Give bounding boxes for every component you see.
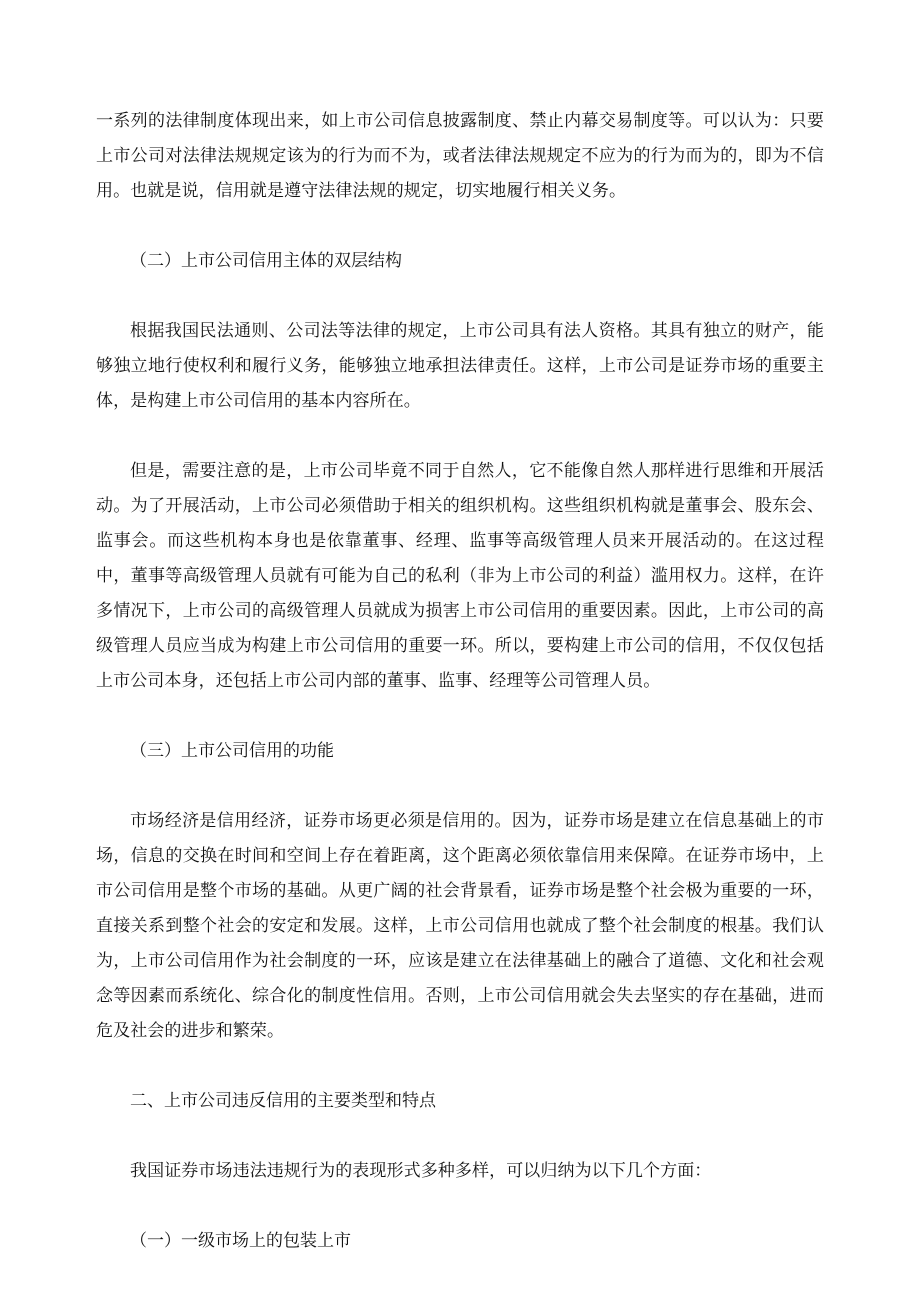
paragraph-gap <box>96 1189 824 1224</box>
paragraph-3: 但是，需要注意的是，上市公司毕竟不同于自然人，它不能像自然人那样进行思维和开展活动。为了开展活动，上市公司必须借助于相关的组织机构。这些组织机构就是董事会、股东会、监事会。而这些机构本身也是依靠董事、经理、监事等高级管理人员来开展活动的。在这过程中，董事等高级管理人员就有可能为自己的私利（非为上市公司的利益）滥用权力。这样，在许多情况下，上市公司的高级管理人员就成为损害上市公司信用的重要因素。因此，上市公司的高级管理人员应当成为构建上市公司信用的重要一环。所以，要构建上市公司的信用，不仅仅包括上市公司本身，还包括上市公司内部的董事、监事、经理等公司管理人员。 <box>96 461 824 691</box>
paragraph-2: 根据我国民法通则、公司法等法律的规定，上市公司具有法人资格。其具有独立的财产，能够独立地行使权利和履行义务，能够独立地承担法律责任。这样，上市公司是证券市场的重要主体，是构建上市公司信用的基本内容所在。 <box>96 321 824 411</box>
paragraph-gap <box>96 1049 824 1084</box>
paragraph-5: 我国证券市场违法违规行为的表现形式多种多样，可以归纳为以下几个方面： <box>130 1161 712 1181</box>
paragraph-gap <box>96 209 824 244</box>
section-heading-2: （二）上市公司信用主体的双层结构 <box>130 251 402 271</box>
chapter-heading-2: 二、上市公司违反信用的主要类型和特点 <box>130 1091 436 1111</box>
paragraph-gap <box>96 1119 824 1154</box>
section-heading-1: （一）一级市场上的包装上市 <box>130 1231 351 1251</box>
paragraph-gap <box>96 279 824 314</box>
paragraph-4: 市场经济是信用经济，证券市场更必须是信用的。因为，证券市场是建立在信息基础上的市场，信息的交换在时间和空间上存在着距离，这个距离必须依靠信用来保障。在证券市场中，上市公司信用是整个市场的基础。从更广阔的社会背景看，证券市场是整个社会极为重要的一环，直接关系到整个社会的安定和发展。这样，上市公司信用也就成了整个社会制度的根基。我们认为，上市公司信用作为社会制度的一环，应该是建立在法律基础上的融合了道德、文化和社会观念等因素而系统化、综合化的制度性信用。否则，上市公司信用就会失去坚实的存在基础，进而危及社会的进步和繁荣。 <box>96 811 824 1041</box>
paragraph-1: 一系列的法律制度体现出来，如上市公司信息披露制度、禁止内幕交易制度等。可以认为：只要上市公司对法律法规规定该为的行为而不为，或者法律法规规定不应为的行为而为的，即为不信用。也就是说，信用就是遵守法律法规的规定，切实地履行相关义务。 <box>96 111 824 201</box>
section-heading-3: （三）上市公司信用的功能 <box>130 741 334 761</box>
paragraph-gap <box>96 699 824 734</box>
paragraph-gap <box>96 769 824 804</box>
paragraph-gap <box>96 419 824 454</box>
